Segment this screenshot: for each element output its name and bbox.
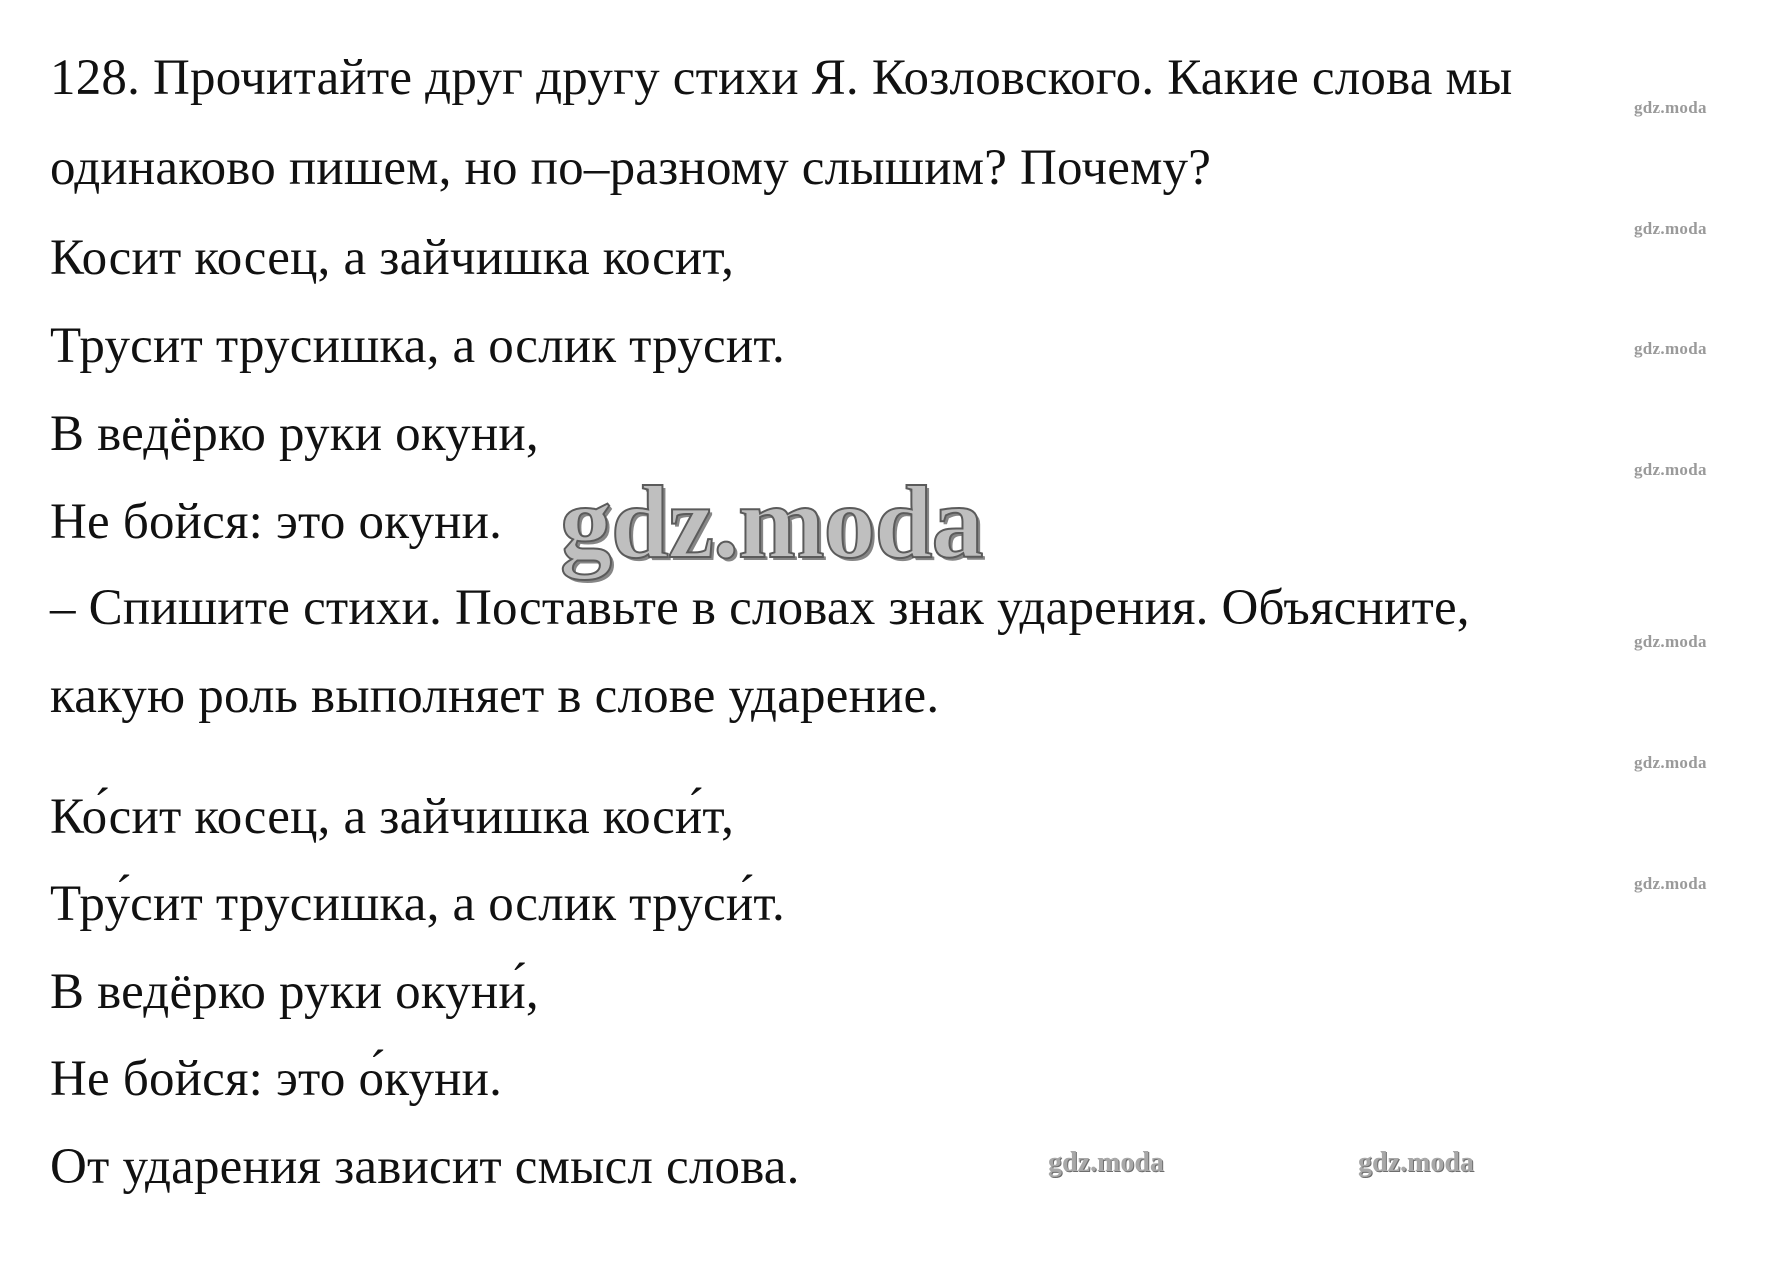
task-instruction-line-2: какую роль выполняет в слове ударение. [50,668,940,724]
watermark-small: gdz.moda [1634,460,1707,479]
watermark-small: gdz.moda [1634,874,1707,893]
watermark-small: gdz.moda [1634,219,1707,238]
task-header-line-2: одинаково пишем, но по‒разному слышим? Почему? [50,140,1212,196]
watermark-mid: gdz.moda [1358,1147,1474,1178]
answer-poem-line-4: Не бойся: это о́куни. [50,1051,503,1107]
watermark-mid: gdz.moda [1048,1147,1164,1178]
watermark-main: gdz.moda [560,465,983,580]
watermark-small: gdz.moda [1634,632,1707,651]
task-poem-line-1: Косит косец, а зайчишка косит, [50,230,735,286]
watermark-small: gdz.moda [1634,98,1707,117]
task-poem-line-3: В ведёрко руки окуни, [50,406,539,462]
task-header-line-1: 128. Прочитайте друг другу стихи Я. Козловского. Какие слова мы [50,50,1513,106]
answer-poem-line-2: Тру́сит трусишка, а ослик труси́т. [50,876,785,932]
answer-poem-line-3: В ведёрко руки окуни́, [50,964,539,1020]
watermark-small: gdz.moda [1634,339,1707,358]
watermark-small: gdz.moda [1634,753,1707,772]
task-poem-line-2: Трусит трусишка, а ослик трусит. [50,318,785,374]
task-poem-line-4: Не бойся: это окуни. [50,494,503,550]
answer-conclusion: От ударения зависит смысл слова. [50,1139,800,1195]
answer-poem-line-1: Ко́сит косец, а зайчишка коси́т, [50,789,735,845]
task-instruction-line-1: ‒ Спишите стихи. Поставьте в словах знак ударения. Объясните, [50,580,1470,636]
